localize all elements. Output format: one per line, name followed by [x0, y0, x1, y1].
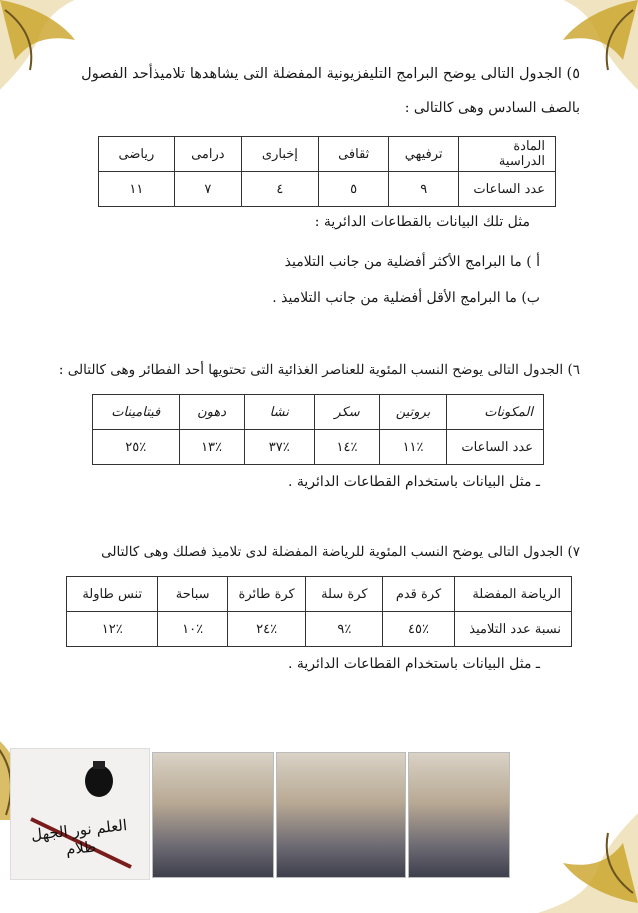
q6-statement-line1: ٦) الجدول التالى يوضح النسب المئوية للعناصر الغذائية التى تحتويها أحد الفطائر وهى كالتالى :	[58, 362, 580, 378]
table-header-cell: ترفيهي	[389, 137, 459, 172]
calligraphy-logo	[10, 748, 150, 880]
table-header-cell: سباحة	[158, 577, 227, 612]
table-header-cell: المكونات	[447, 395, 544, 430]
table-cell: ١١	[99, 172, 175, 207]
footer-photo-strip	[10, 748, 510, 878]
table-cell: ٪٢٥	[93, 430, 180, 465]
table-cell: ٪١٠	[158, 612, 227, 647]
corner-ornament-bottom-right	[538, 803, 638, 913]
table-row	[99, 137, 556, 172]
corner-ornament-top-left	[0, 0, 100, 100]
table-header-cell: كرة طائرة	[227, 577, 306, 612]
table-cell: ٪١٤	[314, 430, 379, 465]
table-row-label: عدد الساعات	[447, 430, 544, 465]
table-row-label: عدد الساعات	[459, 172, 556, 207]
q5-part-a: أ ) ما البرامج الأكثر أفضلية من جانب التلاميذ	[284, 254, 540, 270]
q5-instruction: مثل تلك البيانات بالقطاعات الدائرية :	[314, 214, 530, 230]
table-header-cell: كرة قدم	[383, 577, 455, 612]
q7-instruction: ـ مثل البيانات باستخدام القطاعات الدائرية .	[287, 656, 540, 672]
table-cell: ٪٢٤	[227, 612, 306, 647]
table-header-cell: بروتين	[380, 395, 447, 430]
table-header-cell: كرة سلة	[306, 577, 383, 612]
table-row	[67, 612, 572, 647]
table-cell: ٧	[174, 172, 241, 207]
classroom-photo	[408, 752, 510, 878]
logo-calligraphy-text: العلم نور الجهل ظلام	[30, 816, 128, 859]
table-cell: ٥	[319, 172, 389, 207]
q6-table	[92, 394, 544, 465]
table-row	[99, 172, 556, 207]
table-header-cell: درامى	[174, 137, 241, 172]
classroom-photo	[276, 752, 406, 878]
table-header-cell: نشا	[244, 395, 314, 430]
table-header-cell: دهون	[179, 395, 244, 430]
table-cell: ٪١١	[380, 430, 447, 465]
table-cell: ٩	[389, 172, 459, 207]
table-cell: ٪١٢	[67, 612, 158, 647]
q5-statement-line1: ٥) الجدول التالى يوضح البرامج التليفزيونية المفضلة التى يشاهدها تلاميذأحد الفصول	[81, 66, 580, 82]
q7-statement-line1: ٧) الجدول التالى يوضح النسب المئوية للرياضة المفضلة لدى تلاميذ فصلك وهى كالتالى	[101, 544, 580, 560]
table-header-cell: سكر	[314, 395, 379, 430]
table-header-cell: تنس طاولة	[67, 577, 158, 612]
table-header-cell: ثقافى	[319, 137, 389, 172]
table-header-cell: الرياضة المفضلة	[454, 577, 571, 612]
q5-table	[98, 136, 556, 207]
table-header-cell: رياضى	[99, 137, 175, 172]
table-row	[93, 395, 544, 430]
table-row-label: نسبة عدد التلاميذ	[454, 612, 571, 647]
table-header-cell: إخبارى	[241, 137, 318, 172]
table-cell: ٪٤٥	[383, 612, 455, 647]
table-row	[93, 430, 544, 465]
table-header-cell: فيتامينات	[93, 395, 180, 430]
q5-part-b: ب) ما البرامج الأقل أفضلية من جانب التلاميذ .	[272, 290, 540, 306]
table-cell: ٤	[241, 172, 318, 207]
table-cell: ٪١٣	[179, 430, 244, 465]
q6-instruction: ـ مثل البيانات باستخدام القطاعات الدائرية .	[287, 474, 540, 490]
q5-statement-line2: بالصف السادس وهى كالتالى :	[404, 100, 580, 116]
table-row	[67, 577, 572, 612]
table-cell: ٪٩	[306, 612, 383, 647]
corner-ornament-top-right	[538, 0, 638, 100]
table-cell: ٪٣٧	[244, 430, 314, 465]
q7-table	[66, 576, 572, 647]
table-header-cell: المادة الدراسية	[459, 137, 556, 172]
classroom-photo	[152, 752, 274, 878]
